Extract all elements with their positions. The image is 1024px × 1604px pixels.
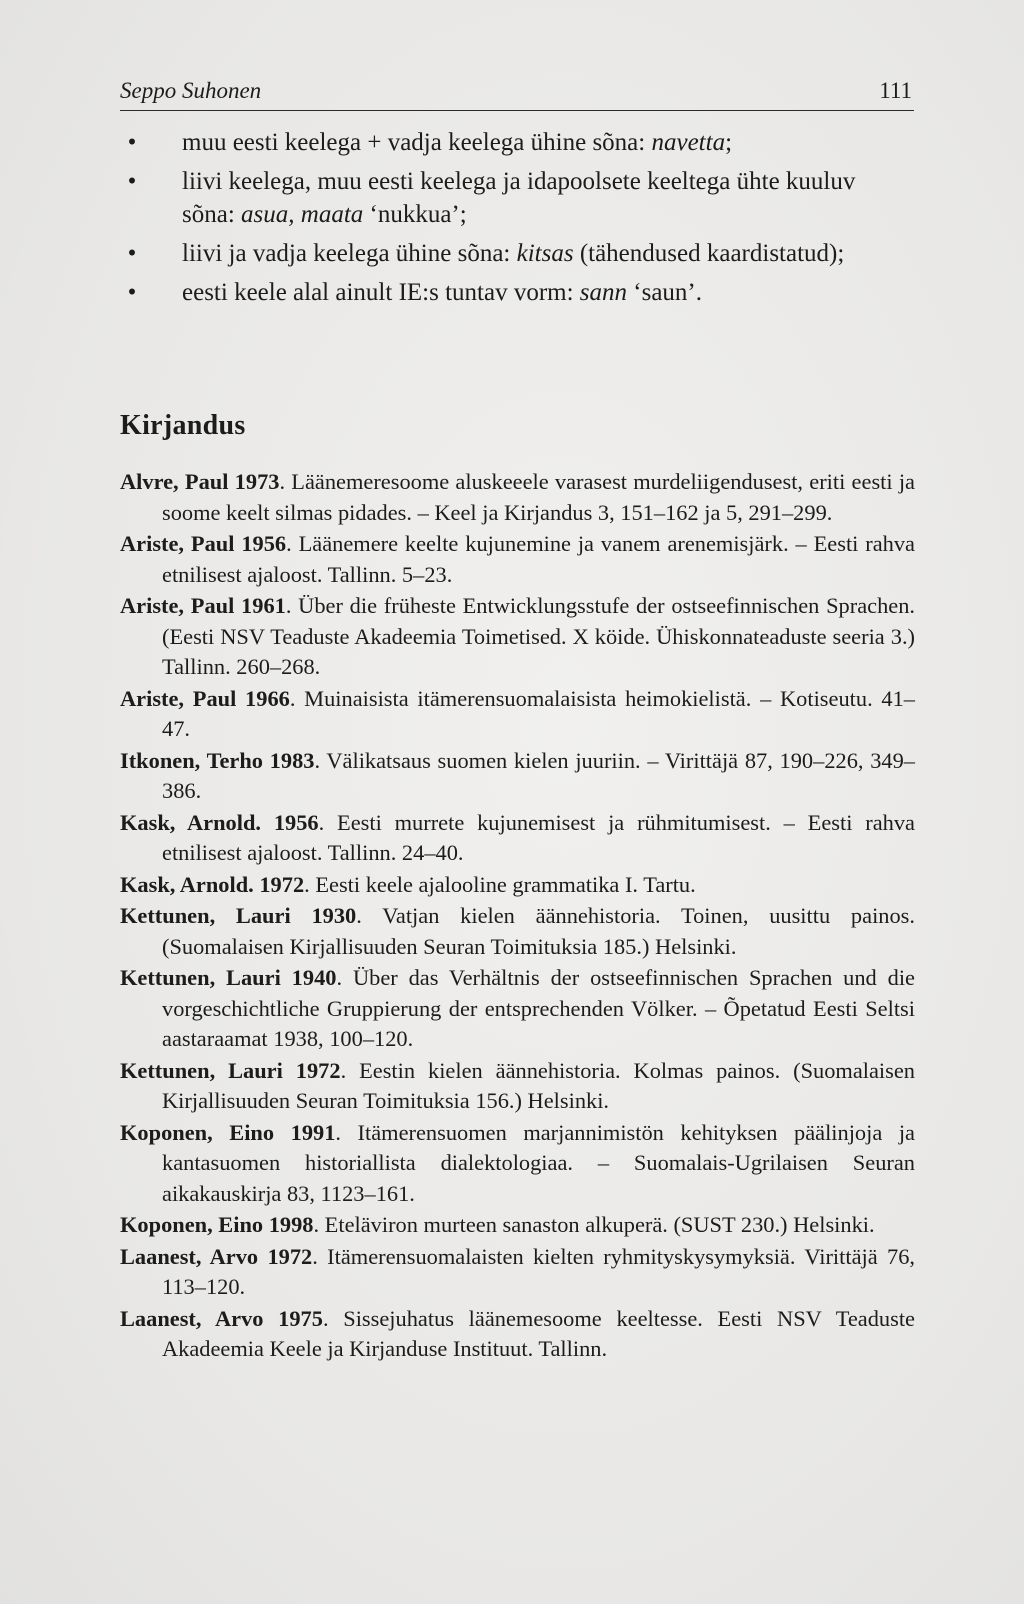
reference-entry	[120, 1304, 915, 1365]
reference-author: Kettunen, Lauri 1972	[120, 1057, 341, 1083]
reference-entry	[120, 746, 915, 807]
reference-text: . Läänemeresoome aluskeeele varasest murdeliigendusest, eriti eesti ja soome keelt silmas pidades. – Keel ja Kirjandus 3, 151–162 ja 5, 291–299.	[162, 469, 915, 525]
reference-entry	[120, 684, 915, 745]
bullet-text: eesti keele alal ainult IE:s tuntav vorm:	[182, 279, 580, 306]
reference-author: Kask, Arnold. 1972	[120, 871, 305, 897]
reference-entry	[120, 1210, 915, 1241]
reference-text: . Välikatsaus suomen kielen juuriin. – Virittäjä 87, 190–226, 349–386.	[162, 747, 915, 803]
reference-text: . Vatjan kielen äännehistoria. Toinen, uusittu painos. (Suomalaisen Kirjallisuuden Seuran Toimituksia 185.) Helsinki.	[162, 903, 915, 959]
bullet-text-end: ‘nukkua’;	[363, 201, 467, 228]
reference-entry	[120, 870, 915, 901]
bullet-text: liivi keelega, muu eesti keelega ja idapoolsete keeltega ühte kuuluv sõna:	[182, 168, 856, 228]
reference-text: . Über die früheste Entwicklungsstufe der ostseefinnischen Sprachen. (Eesti NSV Teaduste Akadeemia Toimetised. X köide. Ühiskonnateaduste seeria 3.) Tallinn. 260–268.	[162, 593, 915, 679]
reference-entry	[120, 808, 915, 869]
reference-text: . Eesti murrete kujunemisest ja rühmitumisest. – Eesti rahva etnilisest ajaloost. Tallinn. 24–40.	[162, 809, 915, 865]
header-author: Seppo Suhonen	[120, 78, 262, 103]
reference-text: . Eteläviron murteen sanaston alkuperä. (SUST 230.) Helsinki.	[313, 1212, 875, 1237]
reference-text: . Über das Verhältnis der ostseefinnischen Sprachen und die vorgeschichtliche Gruppierung der entsprechenden Völker. – Õpetatud Eesti Seltsi aastaraamat 1938, 100–120.	[162, 965, 915, 1051]
bullet-italic-term: asua, maata	[241, 201, 364, 228]
reference-author: Ariste, Paul 1966	[120, 685, 290, 711]
running-header	[120, 74, 914, 111]
bullet-italic-term: kitsas	[516, 240, 574, 267]
reference-author: Kettunen, Lauri 1940	[120, 965, 337, 990]
bullet-italic-term: navetta	[651, 129, 726, 156]
bullet-icon: •	[127, 168, 137, 195]
reference-text: . Eestin kielen äännehistoria. Kolmas painos. (Suomalaisen Kirjallisuuden Seuran Toimituksia 156.) Helsinki.	[162, 1057, 915, 1113]
reference-text: . Itämerensuomen marjannimistön kehityksen päälinjoja ja kantasuomen historiallista dialektologiaa. – Suomalais-Ugrilaisen Seuran aikakauskirja 83, 1123–161.	[162, 1119, 915, 1206]
reference-list	[120, 467, 915, 1366]
bullet-italic-term: sann	[579, 279, 628, 306]
bullet-text-end: ‘saun’.	[627, 279, 703, 306]
section-heading: Kirjandus	[120, 410, 246, 441]
bullet-text-end: ;	[725, 129, 733, 156]
bullet-item	[120, 276, 914, 309]
reference-author: Koponen, Eino 1998	[120, 1212, 314, 1237]
bullet-icon: •	[127, 129, 137, 156]
bullet-item	[120, 237, 914, 270]
bullet-icon: •	[127, 240, 137, 267]
reference-text: . Muinaisista itämerensuomalaisista heimokielistä. – Kotiseutu. 41–47.	[162, 685, 915, 741]
reference-entry	[120, 901, 915, 962]
reference-author: Laanest, Arvo 1975	[120, 1305, 323, 1331]
reference-author: Laanest, Arvo 1972	[120, 1243, 313, 1269]
reference-text: . Läänemere keelte kujunemine ja vanem arenemisjärk. – Eesti rahva etnilisest ajaloost. Tallinn. 5–23.	[162, 531, 915, 587]
reference-author: Alvre, Paul 1973	[120, 469, 280, 494]
bullet-text: liivi ja vadja keelega ühine sõna:	[182, 240, 517, 267]
bullet-text-end: (tähendused kaardistatud);	[573, 240, 845, 267]
page-number: 111	[879, 78, 912, 103]
reference-entry	[120, 591, 915, 683]
bullet-item	[120, 126, 914, 159]
reference-author: Koponen, Eino 1991	[120, 1119, 336, 1145]
reference-entry	[120, 467, 915, 528]
reference-text: . Sissejuhatus läänemesoome keeltesse. Eesti NSV Teaduste Akadeemia Keele ja Kirjanduse Instituut. Tallinn.	[162, 1305, 915, 1361]
bullet-list	[120, 126, 914, 315]
reference-author: Ariste, Paul 1961	[120, 593, 286, 618]
reference-text: . Eesti keele ajalooline grammatika I. Tartu.	[304, 871, 696, 897]
reference-author: Ariste, Paul 1956	[120, 531, 287, 556]
reference-entry	[120, 1056, 915, 1117]
reference-entry	[120, 1118, 915, 1210]
bullet-item	[120, 165, 914, 231]
reference-author: Itkonen, Terho 1983	[120, 747, 315, 773]
reference-entry	[120, 529, 915, 590]
reference-entry	[120, 1242, 915, 1303]
reference-entry	[120, 963, 915, 1055]
bullet-text: muu eesti keelega + vadja keelega ühine sõna:	[182, 129, 652, 156]
bullet-icon: •	[127, 279, 137, 306]
reference-text: . Itämerensuomalaisten kielten ryhmityskysymyksiä. Virittäjä 76, 113–120.	[162, 1243, 915, 1299]
reference-author: Kask, Arnold. 1956	[120, 809, 319, 835]
reference-author: Kettunen, Lauri 1930	[120, 903, 357, 928]
